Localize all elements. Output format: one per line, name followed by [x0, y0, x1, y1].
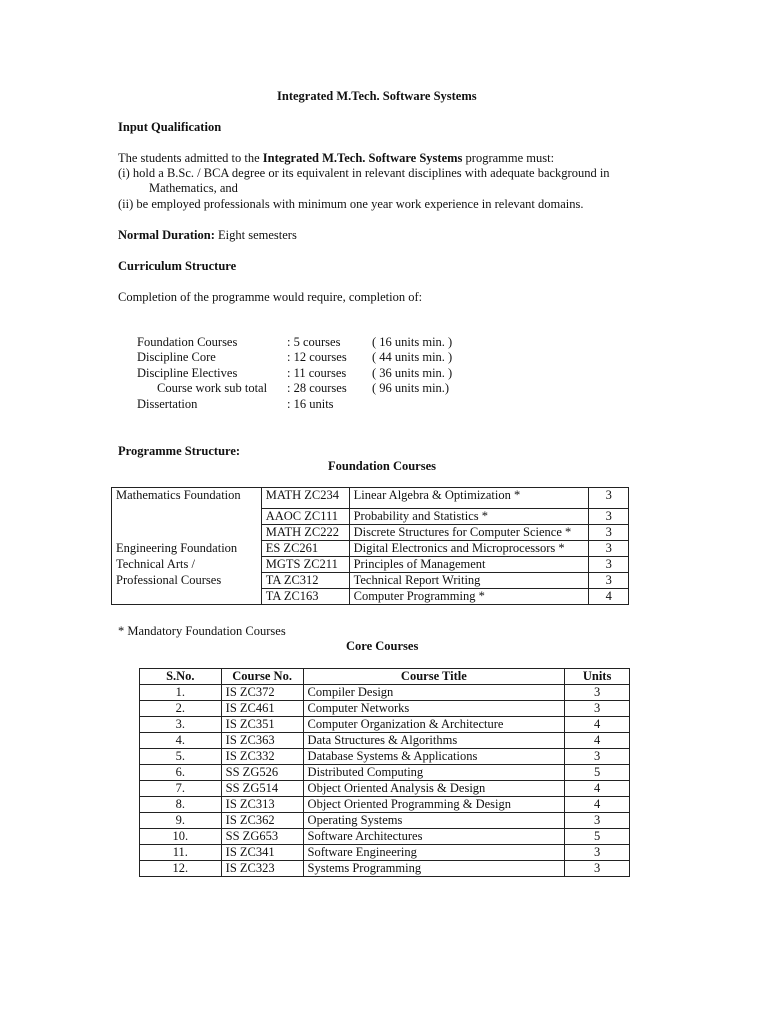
course-units: 3: [589, 573, 629, 589]
course-code: TA ZC312: [261, 573, 349, 589]
table-row: [140, 701, 630, 717]
course-title: Object Oriented Programming & Design: [303, 797, 565, 813]
course-title: Distributed Computing: [303, 765, 565, 781]
course-title: Discrete Structures for Computer Science *: [349, 525, 589, 541]
duration-value: Eight semesters: [214, 228, 297, 242]
table-row: [140, 829, 630, 845]
course-code: SS ZG514: [221, 781, 303, 797]
intro-pre: The students admitted to the: [118, 151, 263, 165]
mandatory-note: * Mandatory Foundation Courses: [118, 624, 286, 638]
row-sno: 2.: [140, 701, 222, 717]
req-label: Dissertation: [137, 397, 198, 411]
duration-label: Normal Duration:: [118, 228, 215, 242]
table-row: [112, 488, 629, 509]
table-row: [112, 573, 629, 589]
course-title: Object Oriented Analysis & Design: [303, 781, 565, 797]
table-row: [112, 525, 629, 541]
course-units: 4: [565, 733, 630, 749]
course-units: 3: [565, 845, 630, 861]
programme-structure-heading: Programme Structure:: [118, 444, 241, 458]
course-title: Operating Systems: [303, 813, 565, 829]
course-code: AAOC ZC111: [261, 509, 349, 525]
req-units: ( 36 units min. ): [372, 366, 453, 380]
doc-title: Integrated M.Tech. Software Systems: [277, 89, 477, 103]
table-row: [140, 781, 630, 797]
area-cell: Professional Courses: [112, 573, 262, 589]
column-header: Units: [565, 669, 630, 685]
row-sno: 8.: [140, 797, 222, 813]
course-title: Computer Programming *: [349, 589, 589, 605]
intro-paragraph: [118, 150, 554, 166]
completion-text: Completion of the programme would require, completion of:: [118, 290, 423, 304]
table-row: [140, 765, 630, 781]
table-row: [140, 845, 630, 861]
core-courses-table: [139, 668, 630, 877]
area-cell: [112, 525, 262, 541]
req-count: : 5 courses: [287, 335, 341, 349]
column-header: Course Title: [303, 669, 565, 685]
requirement-1-line-1: (i) hold a B.Sc. / BCA degree or its equivalent in relevant disciplines with adequate background in: [118, 166, 610, 180]
row-sno: 5.: [140, 749, 222, 765]
course-units: 3: [589, 557, 629, 573]
area-cell: [112, 509, 262, 525]
req-count: : 28 courses: [287, 381, 347, 395]
course-code: IS ZC332: [221, 749, 303, 765]
course-units: 3: [565, 701, 630, 717]
course-code: IS ZC351: [221, 717, 303, 733]
req-label: Discipline Core: [137, 350, 216, 364]
course-code: MATH ZC234: [261, 488, 349, 509]
course-title: Computer Networks: [303, 701, 565, 717]
course-title: Linear Algebra & Optimization *: [349, 488, 589, 509]
table-row: [140, 797, 630, 813]
course-code: IS ZC313: [221, 797, 303, 813]
req-units: ( 44 units min. ): [372, 350, 453, 364]
requirement-2: (ii) be employed professionals with minimum one year work experience in relevant domains.: [118, 197, 584, 211]
column-header: Course No.: [221, 669, 303, 685]
req-units: ( 16 units min. ): [372, 335, 453, 349]
course-units: 5: [565, 829, 630, 845]
input-qualification-heading: Input Qualification: [118, 120, 222, 134]
course-code: IS ZC323: [221, 861, 303, 877]
table-row: [140, 733, 630, 749]
course-title: Computer Organization & Architecture: [303, 717, 565, 733]
requirement-1-line-2: Mathematics, and: [149, 181, 238, 195]
course-units: 4: [565, 797, 630, 813]
table-row: [140, 717, 630, 733]
area-cell: [112, 589, 262, 605]
req-count: : 12 courses: [287, 350, 347, 364]
row-sno: 7.: [140, 781, 222, 797]
area-cell: Technical Arts /: [112, 557, 262, 573]
req-label: Foundation Courses: [137, 335, 238, 349]
course-title: Technical Report Writing: [349, 573, 589, 589]
table-header-row: [140, 669, 630, 685]
column-header: S.No.: [140, 669, 222, 685]
course-code: IS ZC363: [221, 733, 303, 749]
course-units: 3: [589, 541, 629, 557]
course-title: Data Structures & Algorithms: [303, 733, 565, 749]
course-code: TA ZC163: [261, 589, 349, 605]
course-code: SS ZG653: [221, 829, 303, 845]
course-code: IS ZC461: [221, 701, 303, 717]
course-title: Software Engineering: [303, 845, 565, 861]
normal-duration: [118, 227, 297, 243]
foundation-heading: Foundation Courses: [328, 459, 437, 473]
intro-post: programme must:: [462, 151, 555, 165]
req-count: : 11 courses: [287, 366, 347, 380]
req-label: Course work sub total: [157, 381, 268, 395]
table-row: [140, 861, 630, 877]
foundation-courses-table: [111, 487, 629, 605]
course-title: Probability and Statistics *: [349, 509, 589, 525]
course-title: Systems Programming: [303, 861, 565, 877]
table-row: [112, 557, 629, 573]
core-heading: Core Courses: [346, 639, 419, 653]
row-sno: 9.: [140, 813, 222, 829]
course-title: Compiler Design: [303, 685, 565, 701]
course-title: Digital Electronics and Microprocessors *: [349, 541, 589, 557]
course-code: ES ZC261: [261, 541, 349, 557]
req-count: : 16 units: [287, 397, 334, 411]
table-row: [140, 749, 630, 765]
table-row: [140, 813, 630, 829]
course-units: 3: [589, 525, 629, 541]
course-units: 3: [589, 509, 629, 525]
row-sno: 3.: [140, 717, 222, 733]
table-row: [112, 541, 629, 557]
req-units: ( 96 units min.): [372, 381, 450, 395]
course-code: IS ZC372: [221, 685, 303, 701]
course-title: Software Architectures: [303, 829, 565, 845]
table-row: [140, 685, 630, 701]
row-sno: 1.: [140, 685, 222, 701]
course-units: 3: [565, 749, 630, 765]
table-row: [112, 589, 629, 605]
row-sno: 11.: [140, 845, 222, 861]
area-cell: Engineering Foundation: [112, 541, 262, 557]
course-units: 5: [565, 765, 630, 781]
course-units: 3: [565, 685, 630, 701]
row-sno: 12.: [140, 861, 222, 877]
course-units: 4: [589, 589, 629, 605]
intro-programme-name: Integrated M.Tech. Software Systems: [262, 151, 463, 165]
row-sno: 10.: [140, 829, 222, 845]
req-label: Discipline Electives: [137, 366, 238, 380]
course-code: SS ZG526: [221, 765, 303, 781]
course-code: MGTS ZC211: [261, 557, 349, 573]
table-row: [112, 509, 629, 525]
course-title: Database Systems & Applications: [303, 749, 565, 765]
course-units: 3: [565, 813, 630, 829]
course-units: 4: [565, 717, 630, 733]
course-units: 3: [589, 488, 629, 509]
curriculum-heading: Curriculum Structure: [118, 259, 237, 273]
course-units: 3: [565, 861, 630, 877]
area-cell: Mathematics Foundation: [112, 488, 262, 509]
course-title: Principles of Management: [349, 557, 589, 573]
course-code: MATH ZC222: [261, 525, 349, 541]
row-sno: 6.: [140, 765, 222, 781]
course-units: 4: [565, 781, 630, 797]
course-code: IS ZC362: [221, 813, 303, 829]
row-sno: 4.: [140, 733, 222, 749]
course-code: IS ZC341: [221, 845, 303, 861]
